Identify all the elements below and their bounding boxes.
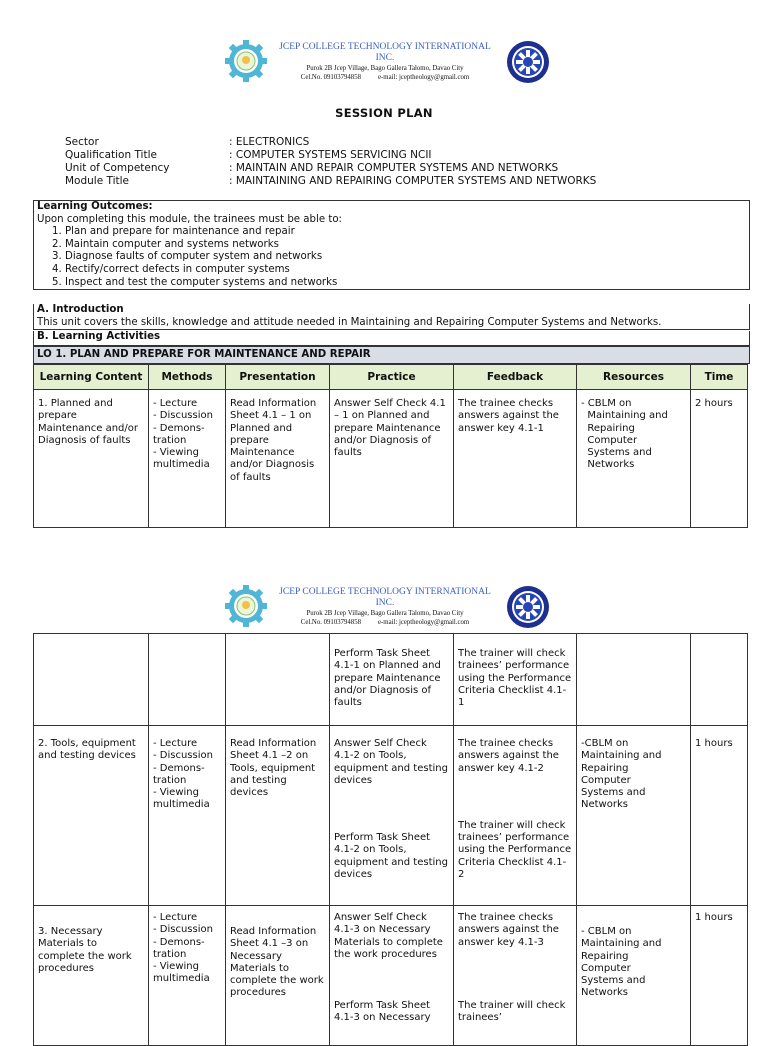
- college-name: JCEP COLLEGE TECHNOLOGY INTERNATIONAL INC.: [279, 42, 491, 63]
- methods-cell: - Lecture - Discussion - Demons- tration - Viewing multimedia: [149, 726, 226, 906]
- session-plan-table-page1: [33, 364, 748, 528]
- college-contact: Cel.No. 09103794858 e-mail: jceptheology@gmail.com: [300, 619, 470, 626]
- feedback-cell: The trainer will check trainees’ performance using the Performance Criteria Checklist 4.1-1: [454, 634, 577, 726]
- resources-cell: [577, 634, 691, 726]
- meta-label: Qualification Title: [65, 149, 157, 161]
- meta-row-sector: [65, 136, 596, 149]
- column-header: Methods: [149, 365, 226, 390]
- column-header: Practice: [330, 365, 454, 390]
- meta-value: : MAINTAINING AND REPAIRING COMPUTER SYSTEMS AND NETWORKS: [229, 175, 597, 187]
- task-sheet-feedback: The trainer will check trainees’: [458, 999, 566, 1024]
- college-address: Purok 2B Jcep Village, Bago Gallera Talomo, Davao City: [306, 610, 464, 617]
- meta-row-unit: [65, 162, 596, 175]
- session-plan-table-page2: [33, 633, 748, 1046]
- list-item: 5. Inspect and test the computer systems and networks: [65, 277, 746, 290]
- tesda-seal-logo-icon: [506, 585, 550, 629]
- column-header: Presentation: [226, 365, 330, 390]
- tesda-seal-logo-icon: [506, 40, 550, 84]
- outcomes-intro: Upon completing this module, the trainees must be able to:: [37, 213, 342, 225]
- practice-cell: [330, 726, 454, 906]
- list-item: 2. Maintain computer and systems networks: [65, 239, 746, 252]
- lo1-heading: LO 1. PLAN AND PREPARE FOR MAINTENANCE AND REPAIR: [33, 346, 750, 364]
- learning-content-cell: 1. Planned and prepare Maintenance and/or Diagnosis of faults: [34, 390, 149, 528]
- table-row: [34, 634, 748, 726]
- presentation-cell: Read Information Sheet 4.1 –2 on Tools, equipment and testing devices: [226, 726, 330, 906]
- list-item: 4. Rectify/correct defects in computer systems: [65, 264, 746, 277]
- resources-cell: -CBLM on Maintaining and Repairing Computer Systems and Networks: [577, 726, 691, 906]
- practice-cell: Perform Task Sheet 4.1-1 on Planned and prepare Maintenance and/or Diagnosis of faults: [330, 634, 454, 726]
- self-check-text: Answer Self Check 4.1-3 on Necessary Materials to complete the work procedures: [334, 912, 443, 960]
- table-row: [34, 726, 748, 906]
- meta-label: Unit of Competency: [65, 162, 170, 174]
- methods-cell: - Lecture - Discussion - Demons- tration - Viewing multimedia: [149, 390, 226, 528]
- self-check-feedback: The trainee checks answers against the answer key 4.1-2: [458, 738, 559, 774]
- page-title: SESSION PLAN: [335, 106, 433, 120]
- learning-content-cell: [34, 634, 149, 726]
- meta-label: Sector: [65, 136, 99, 148]
- meta-row-qualification: [65, 149, 596, 162]
- task-sheet-feedback: The trainer will check trainees’ performance using the Performance Criteria Checklist 4.1-2: [458, 819, 572, 881]
- time-cell: 1 hours: [691, 726, 748, 906]
- gear-seal-logo-icon: [225, 585, 267, 627]
- college-name: JCEP COLLEGE TECHNOLOGY INTERNATIONAL INC.: [279, 587, 491, 608]
- practice-cell: [330, 906, 454, 1046]
- self-check-text: Answer Self Check 4.1-2 on Tools, equipment and testing devices: [334, 738, 448, 786]
- time-cell: 1 hours: [691, 906, 748, 1046]
- meta-row-module: [65, 175, 596, 188]
- college-contact: Cel.No. 09103794858 e-mail: jceptheology@gmail.com: [300, 74, 470, 81]
- practice-cell: Answer Self Check 4.1 – 1 on Planned and prepare Maintenance and/or Diagnosis of faults: [330, 390, 454, 528]
- gear-seal-logo-icon: [225, 40, 267, 82]
- meta-value: : COMPUTER SYSTEMS SERVICING NCII: [229, 149, 432, 161]
- meta-label: Module Title: [65, 175, 130, 187]
- self-check-feedback: The trainee checks answers against the answer key 4.1-3: [458, 912, 559, 948]
- methods-cell: - Lecture - Discussion - Demons- tration - Viewing multimedia: [149, 906, 226, 1046]
- task-sheet-text: Perform Task Sheet 4.1-2 on Tools, equipment and testing devices: [334, 832, 448, 881]
- presentation-cell: Read Information Sheet 4.1 –3 on Necessary Materials to complete the work procedures: [226, 906, 330, 1046]
- feedback-cell: The trainee checks answers against the answer key 4.1-1: [454, 390, 577, 528]
- learning-outcomes: [33, 200, 750, 290]
- column-header: Feedback: [454, 365, 577, 390]
- column-header: Learning Content: [34, 365, 149, 390]
- outcomes-heading: Learning Outcomes:: [37, 201, 153, 212]
- session-meta: [65, 136, 596, 188]
- task-sheet-text: Perform Task Sheet 4.1-3 on Necessary: [334, 1000, 431, 1024]
- introduction-section: [33, 304, 750, 330]
- time-cell: 2 hours: [691, 390, 748, 528]
- table-row: [34, 906, 748, 1046]
- column-header: Time: [691, 365, 748, 390]
- meta-value: : MAINTAIN AND REPAIR COMPUTER SYSTEMS AND NETWORKS: [229, 162, 559, 174]
- resources-cell: - CBLM on Maintaining and Repairing Computer Systems and Networks: [577, 390, 691, 528]
- meta-value: : ELECTRONICS: [229, 136, 310, 148]
- learning-activities-heading: B. Learning Activities: [37, 331, 161, 342]
- methods-cell: [149, 634, 226, 726]
- learning-content-cell: 3. Necessary Materials to complete the work procedures: [34, 906, 149, 1046]
- learning-content-cell: 2. Tools, equipment and testing devices: [34, 726, 149, 906]
- presentation-cell: Read Information Sheet 4.1 – 1 on Planned and prepare Maintenance and/or Diagnosis of faults: [226, 390, 330, 528]
- column-header: Resources: [577, 365, 691, 390]
- outcomes-list: [37, 226, 746, 289]
- learning-activities-section: [33, 331, 750, 346]
- introduction-text: This unit covers the skills, knowledge and attitude needed in Maintaining and Repairing Computer Systems and Networks.: [37, 316, 662, 328]
- introduction-heading: A. Introduction: [37, 304, 124, 315]
- time-cell: [691, 634, 748, 726]
- college-address: Purok 2B Jcep Village, Bago Gallera Talomo, Davao City: [306, 65, 464, 72]
- list-item: 3. Diagnose faults of computer system and networks: [65, 251, 746, 264]
- resources-cell: - CBLM on Maintaining and Repairing Computer Systems and Networks: [577, 906, 691, 1046]
- page1-header: [0, 40, 768, 98]
- list-item: 1. Plan and prepare for maintenance and repair: [65, 226, 746, 239]
- feedback-cell: [454, 726, 577, 906]
- feedback-cell: [454, 906, 577, 1046]
- presentation-cell: [226, 634, 330, 726]
- table-row: [34, 390, 748, 528]
